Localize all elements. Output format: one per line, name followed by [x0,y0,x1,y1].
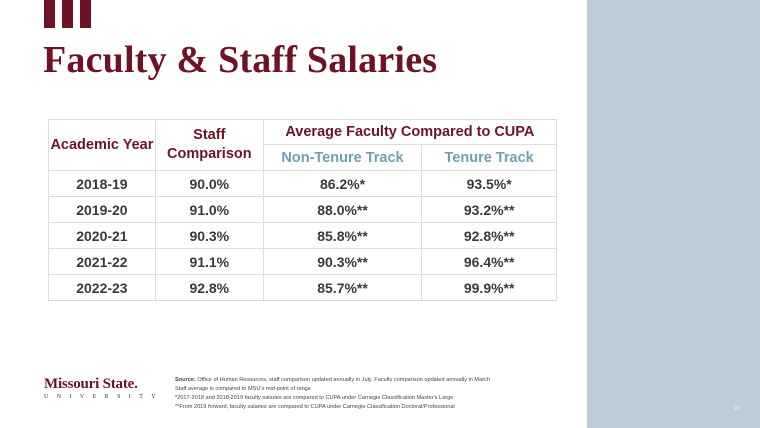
cell-staff: 90.3% [155,223,263,249]
source-label: Source: [175,377,196,383]
header-tenure: Tenure Track [422,145,557,171]
cell-tenure: 93.2%** [422,197,557,223]
slide-title: Faculty & Staff Salaries [43,39,438,81]
table-row [49,223,557,249]
university-logo [44,376,164,400]
cell-year: 2022-23 [49,275,156,301]
header-staff-comparison: Staff Comparison [155,120,263,171]
cell-staff: 90.0% [155,171,263,197]
cell-year: 2021-22 [49,249,156,275]
cell-tenure: 96.4%** [422,249,557,275]
note-staff: Staff average is compared to MSU's mid-point of range [175,386,311,392]
source-notes [175,376,575,412]
table-row [49,197,557,223]
logo-bar [80,0,91,28]
table-row [49,249,557,275]
cell-non-tenure: 85.8%** [263,223,422,249]
source-line [175,376,575,385]
cell-tenure: 92.8%** [422,223,557,249]
side-panel [587,0,760,428]
cell-year: 2019-20 [49,197,156,223]
cell-staff: 91.0% [155,197,263,223]
bear-logo-bars [44,0,94,28]
header-non-tenure: Non-Tenure Track [263,145,422,171]
header-average-faculty: Average Faculty Compared to CUPA [263,120,556,145]
logo-wordmark: Missouri State. [44,376,138,392]
note-single-asterisk: *2017-2018 and 2018-2019 faculty salaries are compared to CUPA under Carnegie Classification Master's Large [175,395,454,401]
cell-year: 2020-21 [49,223,156,249]
cell-tenure: 93.5%* [422,171,557,197]
cell-staff: 92.8% [155,275,263,301]
page-number: 20 [734,406,740,412]
table-row [49,171,557,197]
header-academic-year: Academic Year [49,120,156,171]
cell-staff: 91.1% [155,249,263,275]
cell-non-tenure: 88.0%** [263,197,422,223]
cell-non-tenure: 85.7%** [263,275,422,301]
note-double-asterisk: **From 2019 forward, faculty salaries are compared to CUPA under Carnegie Classification Doctoral/Professional [175,404,455,410]
cell-tenure: 99.9%** [422,275,557,301]
logo-bar [62,0,73,28]
logo-bar [44,0,55,28]
logo-subtitle: UNIVERSITY [44,394,164,400]
salary-table [48,119,557,301]
source-text: Office of Human Resources, staff comparison updated annually in July. Faculty comparison updated annually in March [195,377,490,383]
cell-non-tenure: 90.3%** [263,249,422,275]
cell-non-tenure: 86.2%* [263,171,422,197]
cell-year: 2018-19 [49,171,156,197]
table-row [49,275,557,301]
